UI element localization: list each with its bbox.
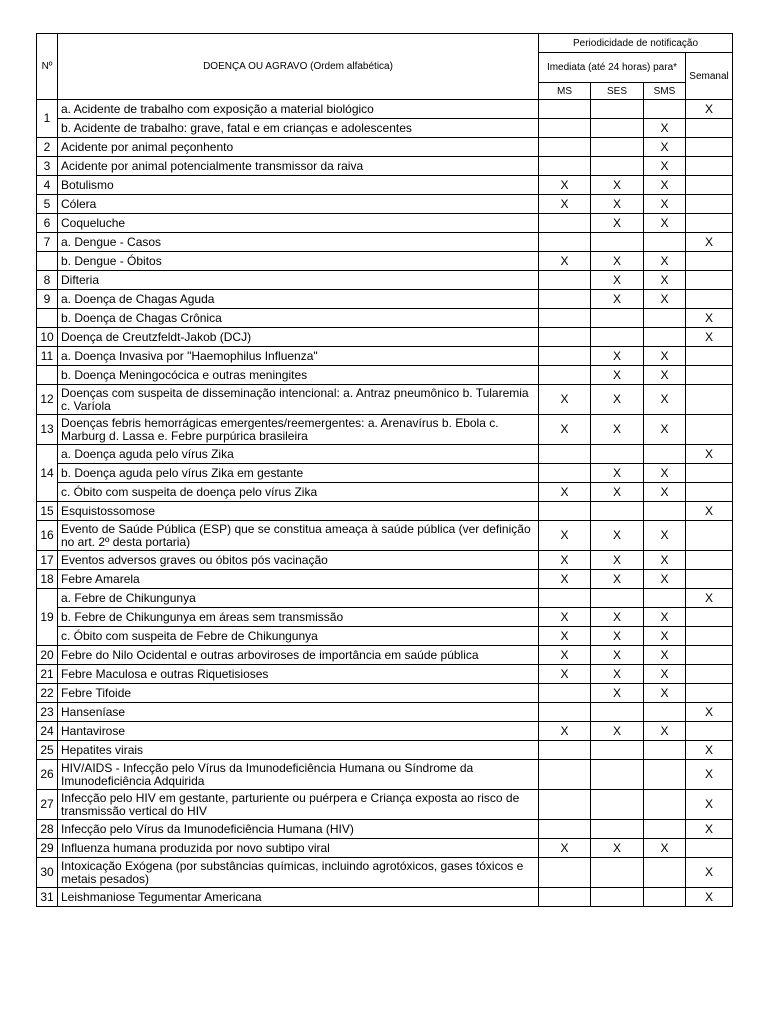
ses-mark	[591, 741, 644, 760]
ms-mark	[539, 858, 591, 888]
disease-name: Doenças com suspeita de disseminação intencional: a. Antraz pneumônico b. Tularemia c. Varíola	[58, 385, 539, 415]
ses-mark: X	[591, 646, 644, 665]
table-row	[37, 703, 733, 722]
sms-mark	[644, 502, 686, 521]
header-ses: SES	[591, 83, 644, 100]
ms-mark	[539, 464, 591, 483]
table-row	[37, 483, 733, 502]
sms-mark: X	[644, 839, 686, 858]
row-number: 31	[37, 888, 58, 907]
weekly-mark	[686, 176, 733, 195]
sms-mark	[644, 328, 686, 347]
ses-mark: X	[591, 627, 644, 646]
table-row	[37, 760, 733, 790]
row-number: 21	[37, 665, 58, 684]
weekly-mark: X	[686, 703, 733, 722]
ses-mark: X	[591, 195, 644, 214]
row-number: 24	[37, 722, 58, 741]
ms-mark	[539, 502, 591, 521]
header-disease: DOENÇA OU AGRAVO (Ordem alfabética)	[58, 34, 539, 100]
header-period: Periodicidade de notificação	[539, 34, 733, 53]
ses-mark	[591, 820, 644, 839]
disease-name: a. Acidente de trabalho com exposição a material biológico	[58, 100, 539, 119]
ms-mark: X	[539, 839, 591, 858]
ms-mark	[539, 589, 591, 608]
disease-name: Hantavirose	[58, 722, 539, 741]
disease-name: Acidente por animal peçonhento	[58, 138, 539, 157]
sms-mark	[644, 888, 686, 907]
ms-mark	[539, 138, 591, 157]
disease-name: Botulismo	[58, 176, 539, 195]
ses-mark: X	[591, 176, 644, 195]
sms-mark: X	[644, 551, 686, 570]
sms-mark: X	[644, 366, 686, 385]
weekly-mark	[686, 366, 733, 385]
disease-name: b. Acidente de trabalho: grave, fatal e em crianças e adolescentes	[58, 119, 539, 138]
table-row	[37, 570, 733, 589]
ses-mark: X	[591, 347, 644, 366]
ses-mark: X	[591, 385, 644, 415]
row-number: 6	[37, 214, 58, 233]
row-number	[37, 252, 58, 271]
table-row	[37, 157, 733, 176]
weekly-mark	[686, 119, 733, 138]
disease-name: Febre Amarela	[58, 570, 539, 589]
header-num: Nº	[37, 34, 58, 100]
table-row	[37, 820, 733, 839]
disease-name: Acidente por animal potencialmente transmissor da raiva	[58, 157, 539, 176]
ses-mark: X	[591, 684, 644, 703]
table-row	[37, 790, 733, 820]
sms-mark: X	[644, 119, 686, 138]
row-number: 13	[37, 415, 58, 445]
table-row	[37, 502, 733, 521]
ses-mark	[591, 858, 644, 888]
weekly-mark: X	[686, 888, 733, 907]
row-number: 18	[37, 570, 58, 589]
disease-name: Hepatites virais	[58, 741, 539, 760]
sms-mark	[644, 741, 686, 760]
disease-name: Intoxicação Exógena (por substâncias químicas, incluindo agrotóxicos, gases tóxicos e metais pesados)	[58, 858, 539, 888]
table-row	[37, 415, 733, 445]
ses-mark: X	[591, 214, 644, 233]
ses-mark	[591, 502, 644, 521]
sms-mark	[644, 858, 686, 888]
disease-name: a. Doença aguda pelo vírus Zika	[58, 445, 539, 464]
table-body	[37, 34, 733, 907]
disease-name: a. Febre de Chikungunya	[58, 589, 539, 608]
weekly-mark	[686, 646, 733, 665]
weekly-mark: X	[686, 445, 733, 464]
sms-mark	[644, 760, 686, 790]
table-row	[37, 464, 733, 483]
ses-mark: X	[591, 551, 644, 570]
weekly-mark: X	[686, 309, 733, 328]
row-number: 30	[37, 858, 58, 888]
ses-mark	[591, 445, 644, 464]
ms-mark	[539, 328, 591, 347]
table-row	[37, 839, 733, 858]
ses-mark	[591, 888, 644, 907]
ses-mark: X	[591, 665, 644, 684]
table-row	[37, 608, 733, 627]
weekly-mark	[686, 138, 733, 157]
ses-mark	[591, 119, 644, 138]
disease-name: Hanseníase	[58, 703, 539, 722]
table-row	[37, 521, 733, 551]
table-row	[37, 722, 733, 741]
sms-mark	[644, 790, 686, 820]
sms-mark	[644, 309, 686, 328]
row-number: 27	[37, 790, 58, 820]
ses-mark: X	[591, 521, 644, 551]
disease-name: b. Febre de Chikungunya em áreas sem transmissão	[58, 608, 539, 627]
sms-mark: X	[644, 290, 686, 309]
sms-mark: X	[644, 157, 686, 176]
table-row	[37, 119, 733, 138]
weekly-mark	[686, 627, 733, 646]
ses-mark	[591, 589, 644, 608]
table-row	[37, 176, 733, 195]
weekly-mark: X	[686, 502, 733, 521]
row-number: 23	[37, 703, 58, 722]
disease-name: b. Doença Meningocócica e outras meningites	[58, 366, 539, 385]
row-number: 8	[37, 271, 58, 290]
row-number: 10	[37, 328, 58, 347]
weekly-mark	[686, 464, 733, 483]
ms-mark: X	[539, 608, 591, 627]
sms-mark: X	[644, 665, 686, 684]
table-row	[37, 589, 733, 608]
weekly-mark	[686, 722, 733, 741]
ses-mark: X	[591, 483, 644, 502]
ms-mark	[539, 445, 591, 464]
table-row	[37, 271, 733, 290]
weekly-mark: X	[686, 328, 733, 347]
disease-name: b. Doença aguda pelo vírus Zika em gestante	[58, 464, 539, 483]
row-number: 26	[37, 760, 58, 790]
header-row-1	[37, 34, 733, 53]
row-number	[37, 309, 58, 328]
weekly-mark	[686, 252, 733, 271]
ms-mark	[539, 741, 591, 760]
sms-mark	[644, 100, 686, 119]
sms-mark: X	[644, 415, 686, 445]
sms-mark	[644, 703, 686, 722]
ses-mark: X	[591, 464, 644, 483]
ms-mark: X	[539, 176, 591, 195]
header-immediate: Imediata (até 24 horas) para*	[539, 53, 686, 83]
row-number: 15	[37, 502, 58, 521]
ses-mark	[591, 157, 644, 176]
ses-mark: X	[591, 271, 644, 290]
ms-mark	[539, 703, 591, 722]
table-row	[37, 233, 733, 252]
header-weekly: Semanal	[686, 53, 733, 100]
ms-mark: X	[539, 551, 591, 570]
ses-mark: X	[591, 290, 644, 309]
ms-mark: X	[539, 483, 591, 502]
sms-mark	[644, 445, 686, 464]
row-number: 25	[37, 741, 58, 760]
ses-mark: X	[591, 722, 644, 741]
ses-mark: X	[591, 366, 644, 385]
table-row	[37, 328, 733, 347]
ms-mark: X	[539, 665, 591, 684]
disease-name: a. Dengue - Casos	[58, 233, 539, 252]
sms-mark: X	[644, 464, 686, 483]
ms-mark	[539, 820, 591, 839]
row-number: 22	[37, 684, 58, 703]
sms-mark: X	[644, 608, 686, 627]
disease-name: b. Dengue - Óbitos	[58, 252, 539, 271]
ses-mark	[591, 100, 644, 119]
weekly-mark	[686, 385, 733, 415]
row-number: 1	[37, 100, 58, 138]
sms-mark: X	[644, 214, 686, 233]
table-row	[37, 551, 733, 570]
ses-mark: X	[591, 839, 644, 858]
sms-mark: X	[644, 385, 686, 415]
table-row	[37, 252, 733, 271]
row-number: 3	[37, 157, 58, 176]
sms-mark	[644, 820, 686, 839]
ms-mark	[539, 157, 591, 176]
disease-name: Febre Tifoide	[58, 684, 539, 703]
ses-mark	[591, 328, 644, 347]
ms-mark	[539, 790, 591, 820]
ms-mark: X	[539, 570, 591, 589]
weekly-mark: X	[686, 589, 733, 608]
sms-mark: X	[644, 252, 686, 271]
ses-mark	[591, 233, 644, 252]
ms-mark: X	[539, 646, 591, 665]
ms-mark	[539, 233, 591, 252]
ms-mark: X	[539, 385, 591, 415]
ms-mark: X	[539, 521, 591, 551]
row-number: 16	[37, 521, 58, 551]
row-number: 5	[37, 195, 58, 214]
weekly-mark	[686, 271, 733, 290]
sms-mark	[644, 589, 686, 608]
weekly-mark	[686, 347, 733, 366]
disease-name: Eventos adversos graves ou óbitos pós vacinação	[58, 551, 539, 570]
table-row	[37, 195, 733, 214]
table-row	[37, 309, 733, 328]
ms-mark	[539, 309, 591, 328]
weekly-mark	[686, 415, 733, 445]
table-row	[37, 366, 733, 385]
ses-mark: X	[591, 415, 644, 445]
ms-mark	[539, 119, 591, 138]
ms-mark: X	[539, 415, 591, 445]
ms-mark	[539, 100, 591, 119]
ses-mark	[591, 790, 644, 820]
ms-mark	[539, 271, 591, 290]
weekly-mark: X	[686, 741, 733, 760]
ms-mark: X	[539, 722, 591, 741]
table-row	[37, 646, 733, 665]
weekly-mark	[686, 684, 733, 703]
weekly-mark	[686, 839, 733, 858]
disease-name: Cólera	[58, 195, 539, 214]
table-row	[37, 858, 733, 888]
sms-mark: X	[644, 347, 686, 366]
table-row	[37, 627, 733, 646]
ses-mark	[591, 703, 644, 722]
sms-mark: X	[644, 138, 686, 157]
disease-name: Coqueluche	[58, 214, 539, 233]
ses-mark	[591, 760, 644, 790]
ms-mark	[539, 760, 591, 790]
row-number: 28	[37, 820, 58, 839]
weekly-mark: X	[686, 820, 733, 839]
row-number: 12	[37, 385, 58, 415]
row-number	[37, 366, 58, 385]
sms-mark: X	[644, 570, 686, 589]
ms-mark: X	[539, 195, 591, 214]
ms-mark	[539, 684, 591, 703]
weekly-mark	[686, 570, 733, 589]
ms-mark	[539, 290, 591, 309]
row-number: 19	[37, 589, 58, 646]
sms-mark: X	[644, 684, 686, 703]
row-number: 4	[37, 176, 58, 195]
weekly-mark	[686, 195, 733, 214]
table-row	[37, 385, 733, 415]
sms-mark: X	[644, 722, 686, 741]
disease-name: Infecção pelo HIV em gestante, parturiente ou puérpera e Criança exposta ao risco de transmissão vertical do HIV	[58, 790, 539, 820]
ses-mark	[591, 309, 644, 328]
row-number: 2	[37, 138, 58, 157]
disease-name: Febre Maculosa e outras Riquetisioses	[58, 665, 539, 684]
ses-mark	[591, 138, 644, 157]
weekly-mark	[686, 483, 733, 502]
ms-mark	[539, 366, 591, 385]
ses-mark: X	[591, 608, 644, 627]
row-number: 14	[37, 445, 58, 502]
table-row	[37, 138, 733, 157]
row-number: 29	[37, 839, 58, 858]
table-row	[37, 347, 733, 366]
disease-name: c. Óbito com suspeita de doença pelo vírus Zika	[58, 483, 539, 502]
disease-name: Esquistossomose	[58, 502, 539, 521]
sms-mark: X	[644, 271, 686, 290]
table-row	[37, 684, 733, 703]
weekly-mark: X	[686, 233, 733, 252]
disease-name: Influenza humana produzida por novo subtipo viral	[58, 839, 539, 858]
row-number: 20	[37, 646, 58, 665]
disease-name: Evento de Saúde Pública (ESP) que se constitua ameaça à saúde pública (ver definição no art. 2º desta portaria)	[58, 521, 539, 551]
weekly-mark	[686, 157, 733, 176]
sms-mark: X	[644, 521, 686, 551]
table-row	[37, 741, 733, 760]
disease-name: HIV/AIDS - Infecção pelo Vírus da Imunodeficiência Humana ou Síndrome da Imunodeficiência Adquirida	[58, 760, 539, 790]
row-number: 11	[37, 347, 58, 366]
disease-name: a. Doença de Chagas Aguda	[58, 290, 539, 309]
weekly-mark: X	[686, 858, 733, 888]
disease-name: b. Doença de Chagas Crônica	[58, 309, 539, 328]
weekly-mark: X	[686, 100, 733, 119]
sms-mark: X	[644, 483, 686, 502]
row-number: 17	[37, 551, 58, 570]
weekly-mark	[686, 290, 733, 309]
table-row	[37, 214, 733, 233]
disease-name: Infecção pelo Vírus da Imunodeficiência Humana (HIV)	[58, 820, 539, 839]
sms-mark: X	[644, 195, 686, 214]
weekly-mark	[686, 551, 733, 570]
ms-mark: X	[539, 252, 591, 271]
ms-mark	[539, 214, 591, 233]
sms-mark: X	[644, 176, 686, 195]
ms-mark	[539, 347, 591, 366]
weekly-mark	[686, 665, 733, 684]
disease-name: c. Óbito com suspeita de Febre de Chikungunya	[58, 627, 539, 646]
table-row	[37, 100, 733, 119]
row-number: 7	[37, 233, 58, 252]
table-row	[37, 665, 733, 684]
sms-mark: X	[644, 627, 686, 646]
table-row	[37, 290, 733, 309]
header-ms: MS	[539, 83, 591, 100]
weekly-mark: X	[686, 760, 733, 790]
sms-mark: X	[644, 646, 686, 665]
ses-mark: X	[591, 252, 644, 271]
ses-mark: X	[591, 570, 644, 589]
ms-mark: X	[539, 627, 591, 646]
sms-mark	[644, 233, 686, 252]
weekly-mark	[686, 521, 733, 551]
ms-mark	[539, 888, 591, 907]
disease-name: Febre do Nilo Ocidental e outras arboviroses de importância em saúde pública	[58, 646, 539, 665]
notification-table	[36, 33, 733, 907]
disease-name: Difteria	[58, 271, 539, 290]
table-row	[37, 445, 733, 464]
table-row	[37, 888, 733, 907]
weekly-mark	[686, 214, 733, 233]
row-number: 9	[37, 290, 58, 309]
disease-name: Doença de Creutzfeldt-Jakob (DCJ)	[58, 328, 539, 347]
disease-name: Doenças febris hemorrágicas emergentes/reemergentes: a. Arenavírus b. Ebola c. Marburg d. Lassa e. Febre purpúrica brasileira	[58, 415, 539, 445]
disease-name: Leishmaniose Tegumentar Americana	[58, 888, 539, 907]
weekly-mark	[686, 608, 733, 627]
header-sms: SMS	[644, 83, 686, 100]
weekly-mark: X	[686, 790, 733, 820]
disease-name: a. Doença Invasiva por "Haemophilus Influenza"	[58, 347, 539, 366]
